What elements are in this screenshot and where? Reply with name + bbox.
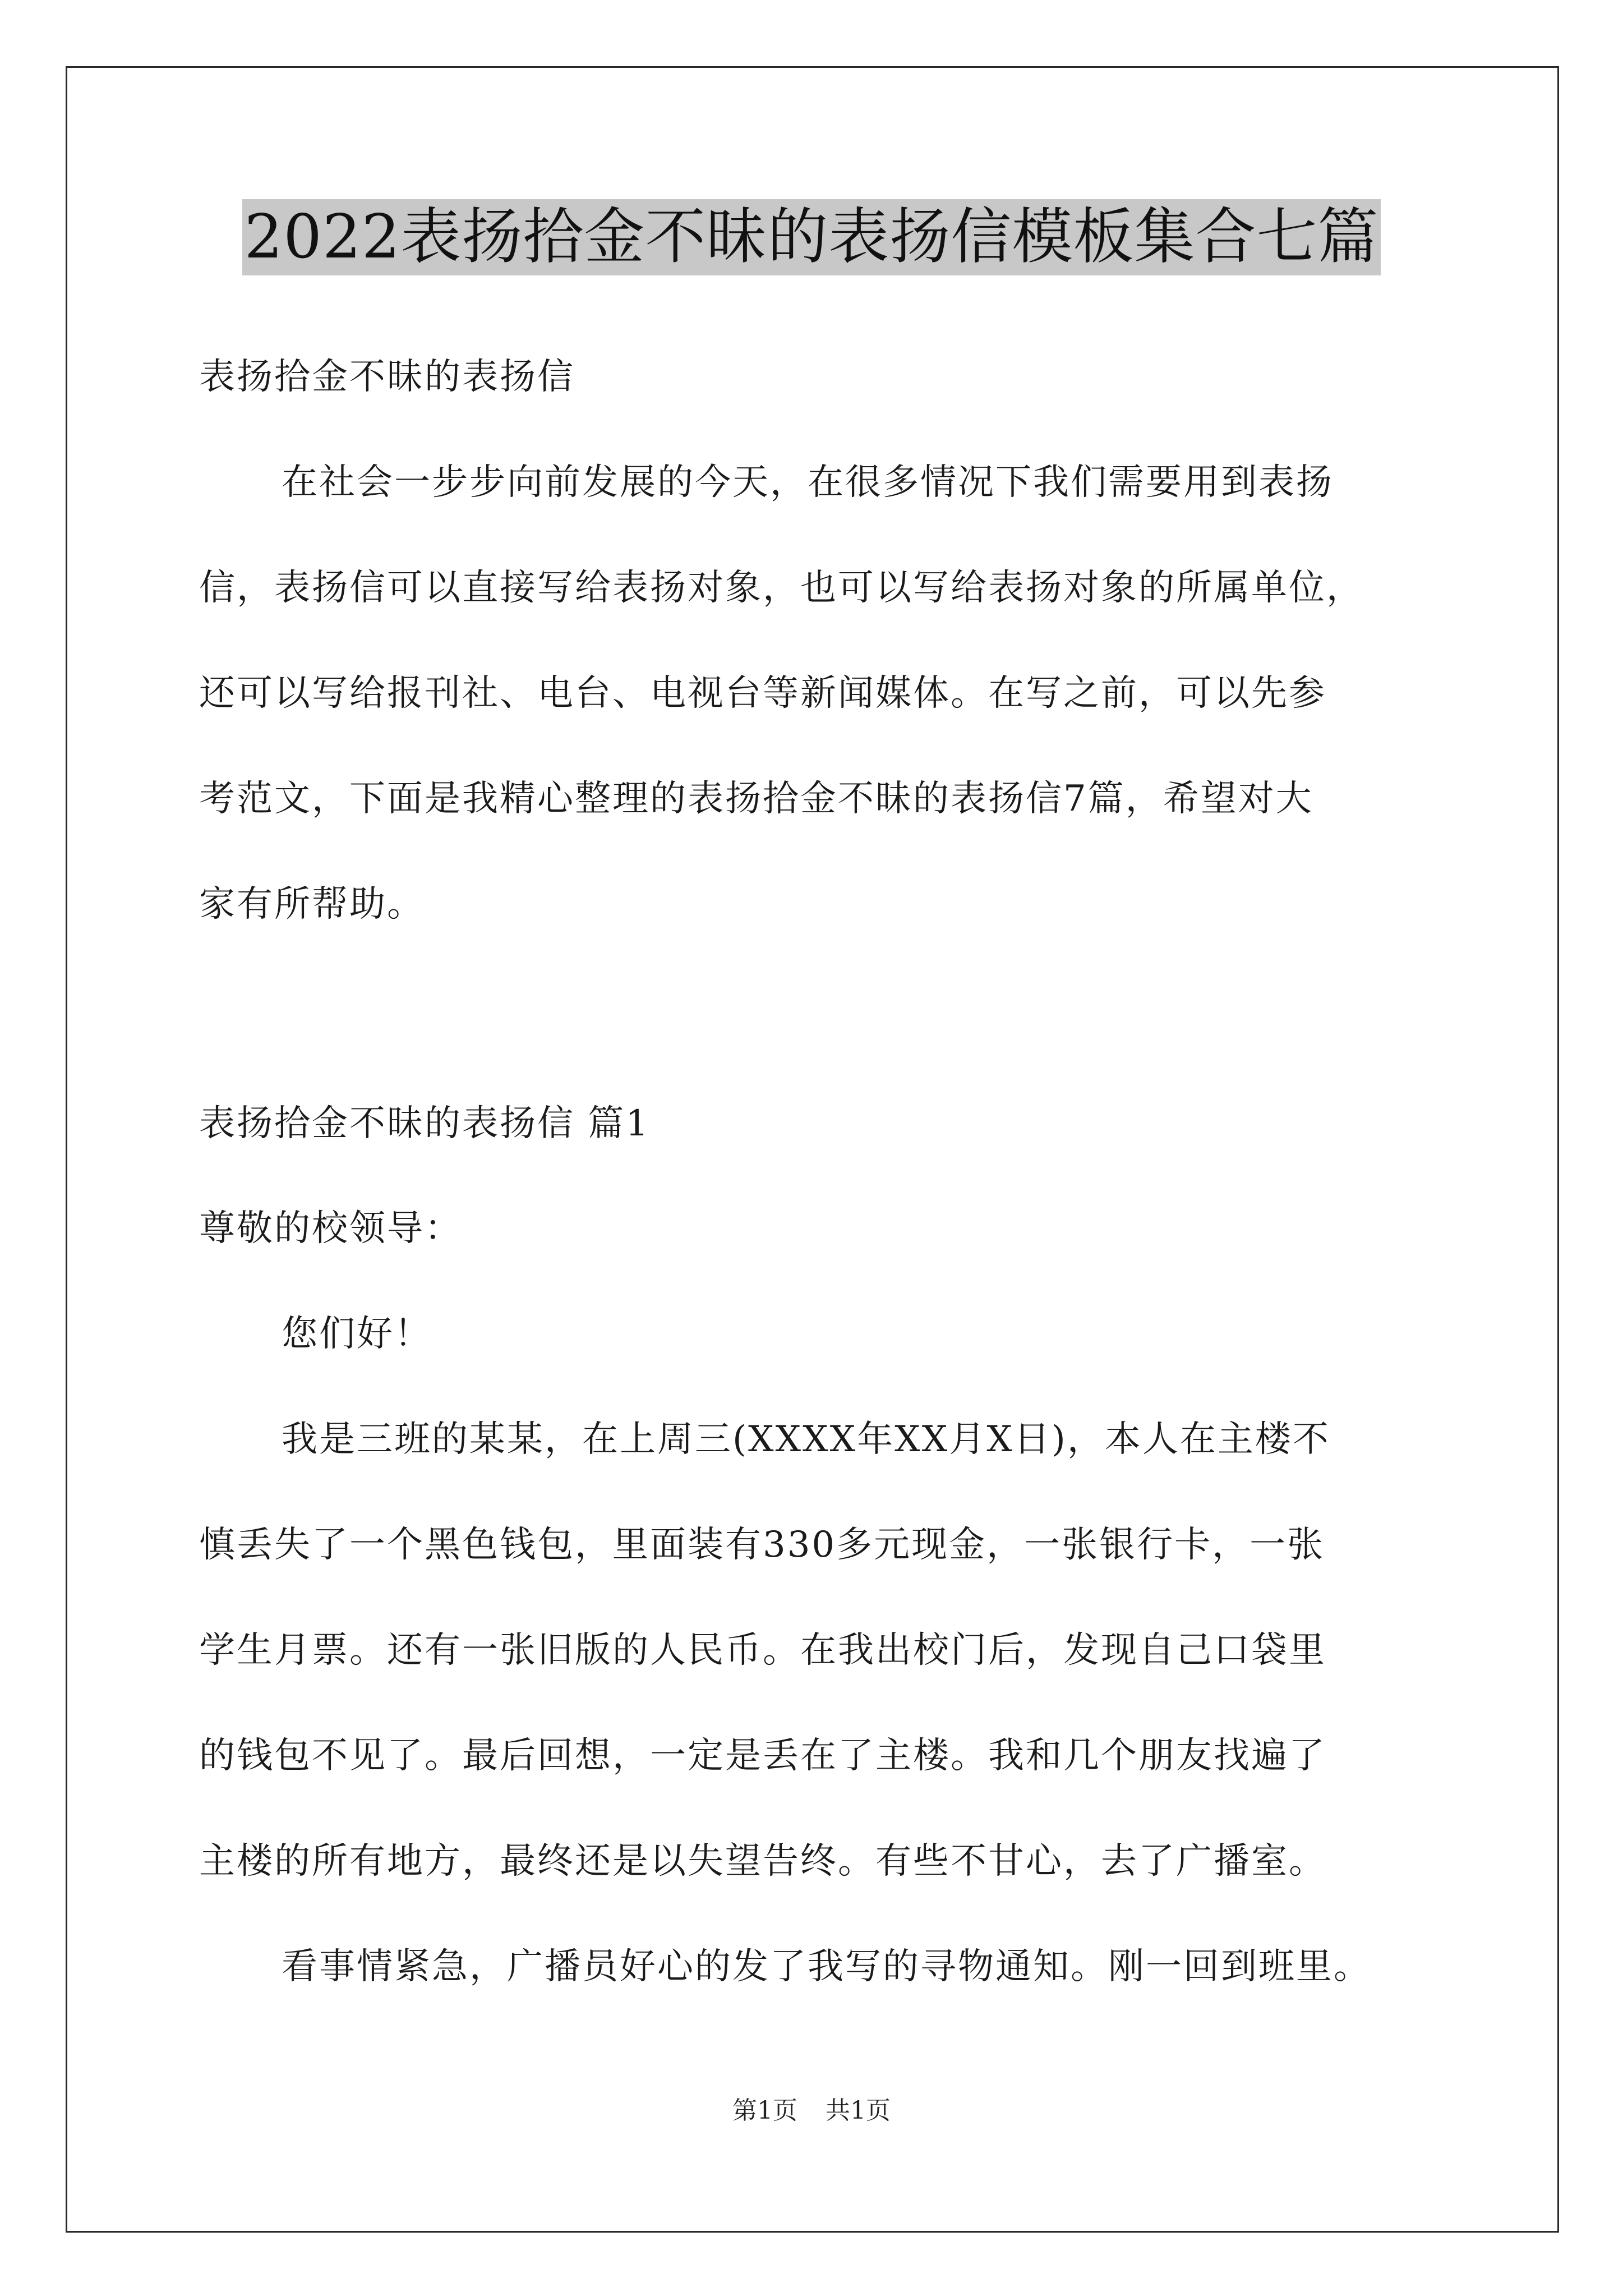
title-container [0,199,1623,275]
intro-line: 在社会一步步向前发展的今天，在很多情况下我们需要用到表扬 [282,462,1334,503]
greeting: 您们好！ [282,1313,432,1355]
article-heading: 表扬拾金不昧的表扬信 篇1 [199,1103,651,1144]
body-line: 我是三班的某某，在上周三(XXXX年XX月X日)，本人在主楼不 [282,1419,1330,1460]
intro-line: 还可以写给报刊社、电台、电视台等新闻媒体。在写之前，可以先参 [199,673,1326,714]
page-number: 第1页 [732,2096,797,2125]
body-line: 慎丢失了一个黑色钱包，里面装有330多元现金，一张银行卡，一张 [199,1524,1325,1566]
page-footer [0,2095,1623,2127]
document-title: 2022表扬拾金不昧的表扬信模板集合七篇 [242,199,1381,275]
body-line: 学生月票。还有一张旧版的人民币。在我出校门后，发现自己口袋里 [199,1630,1326,1671]
body-line: 的钱包不见了。最后回想，一定是丢在了主楼。我和几个朋友找遍了 [199,1735,1326,1777]
body-line: 看事情紧急，广播员好心的发了我写的寻物通知。刚一回到班里。 [282,1946,1371,1987]
salutation: 尊敬的校领导： [199,1208,462,1249]
intro-line: 家有所帮助。 [199,884,425,925]
page-total: 共1页 [826,2096,891,2125]
body-line: 主楼的所有地方，最终还是以失望告终。有些不甘心，去了广播室。 [199,1841,1326,1882]
intro-line: 考范文，下面是我精心整理的表扬拾金不昧的表扬信7篇，希望对大 [199,778,1313,820]
intro-line: 信，表扬信可以直接写给表扬对象，也可以写给表扬对象的所属单位， [199,567,1364,609]
intro-heading: 表扬拾金不昧的表扬信 [199,356,575,398]
